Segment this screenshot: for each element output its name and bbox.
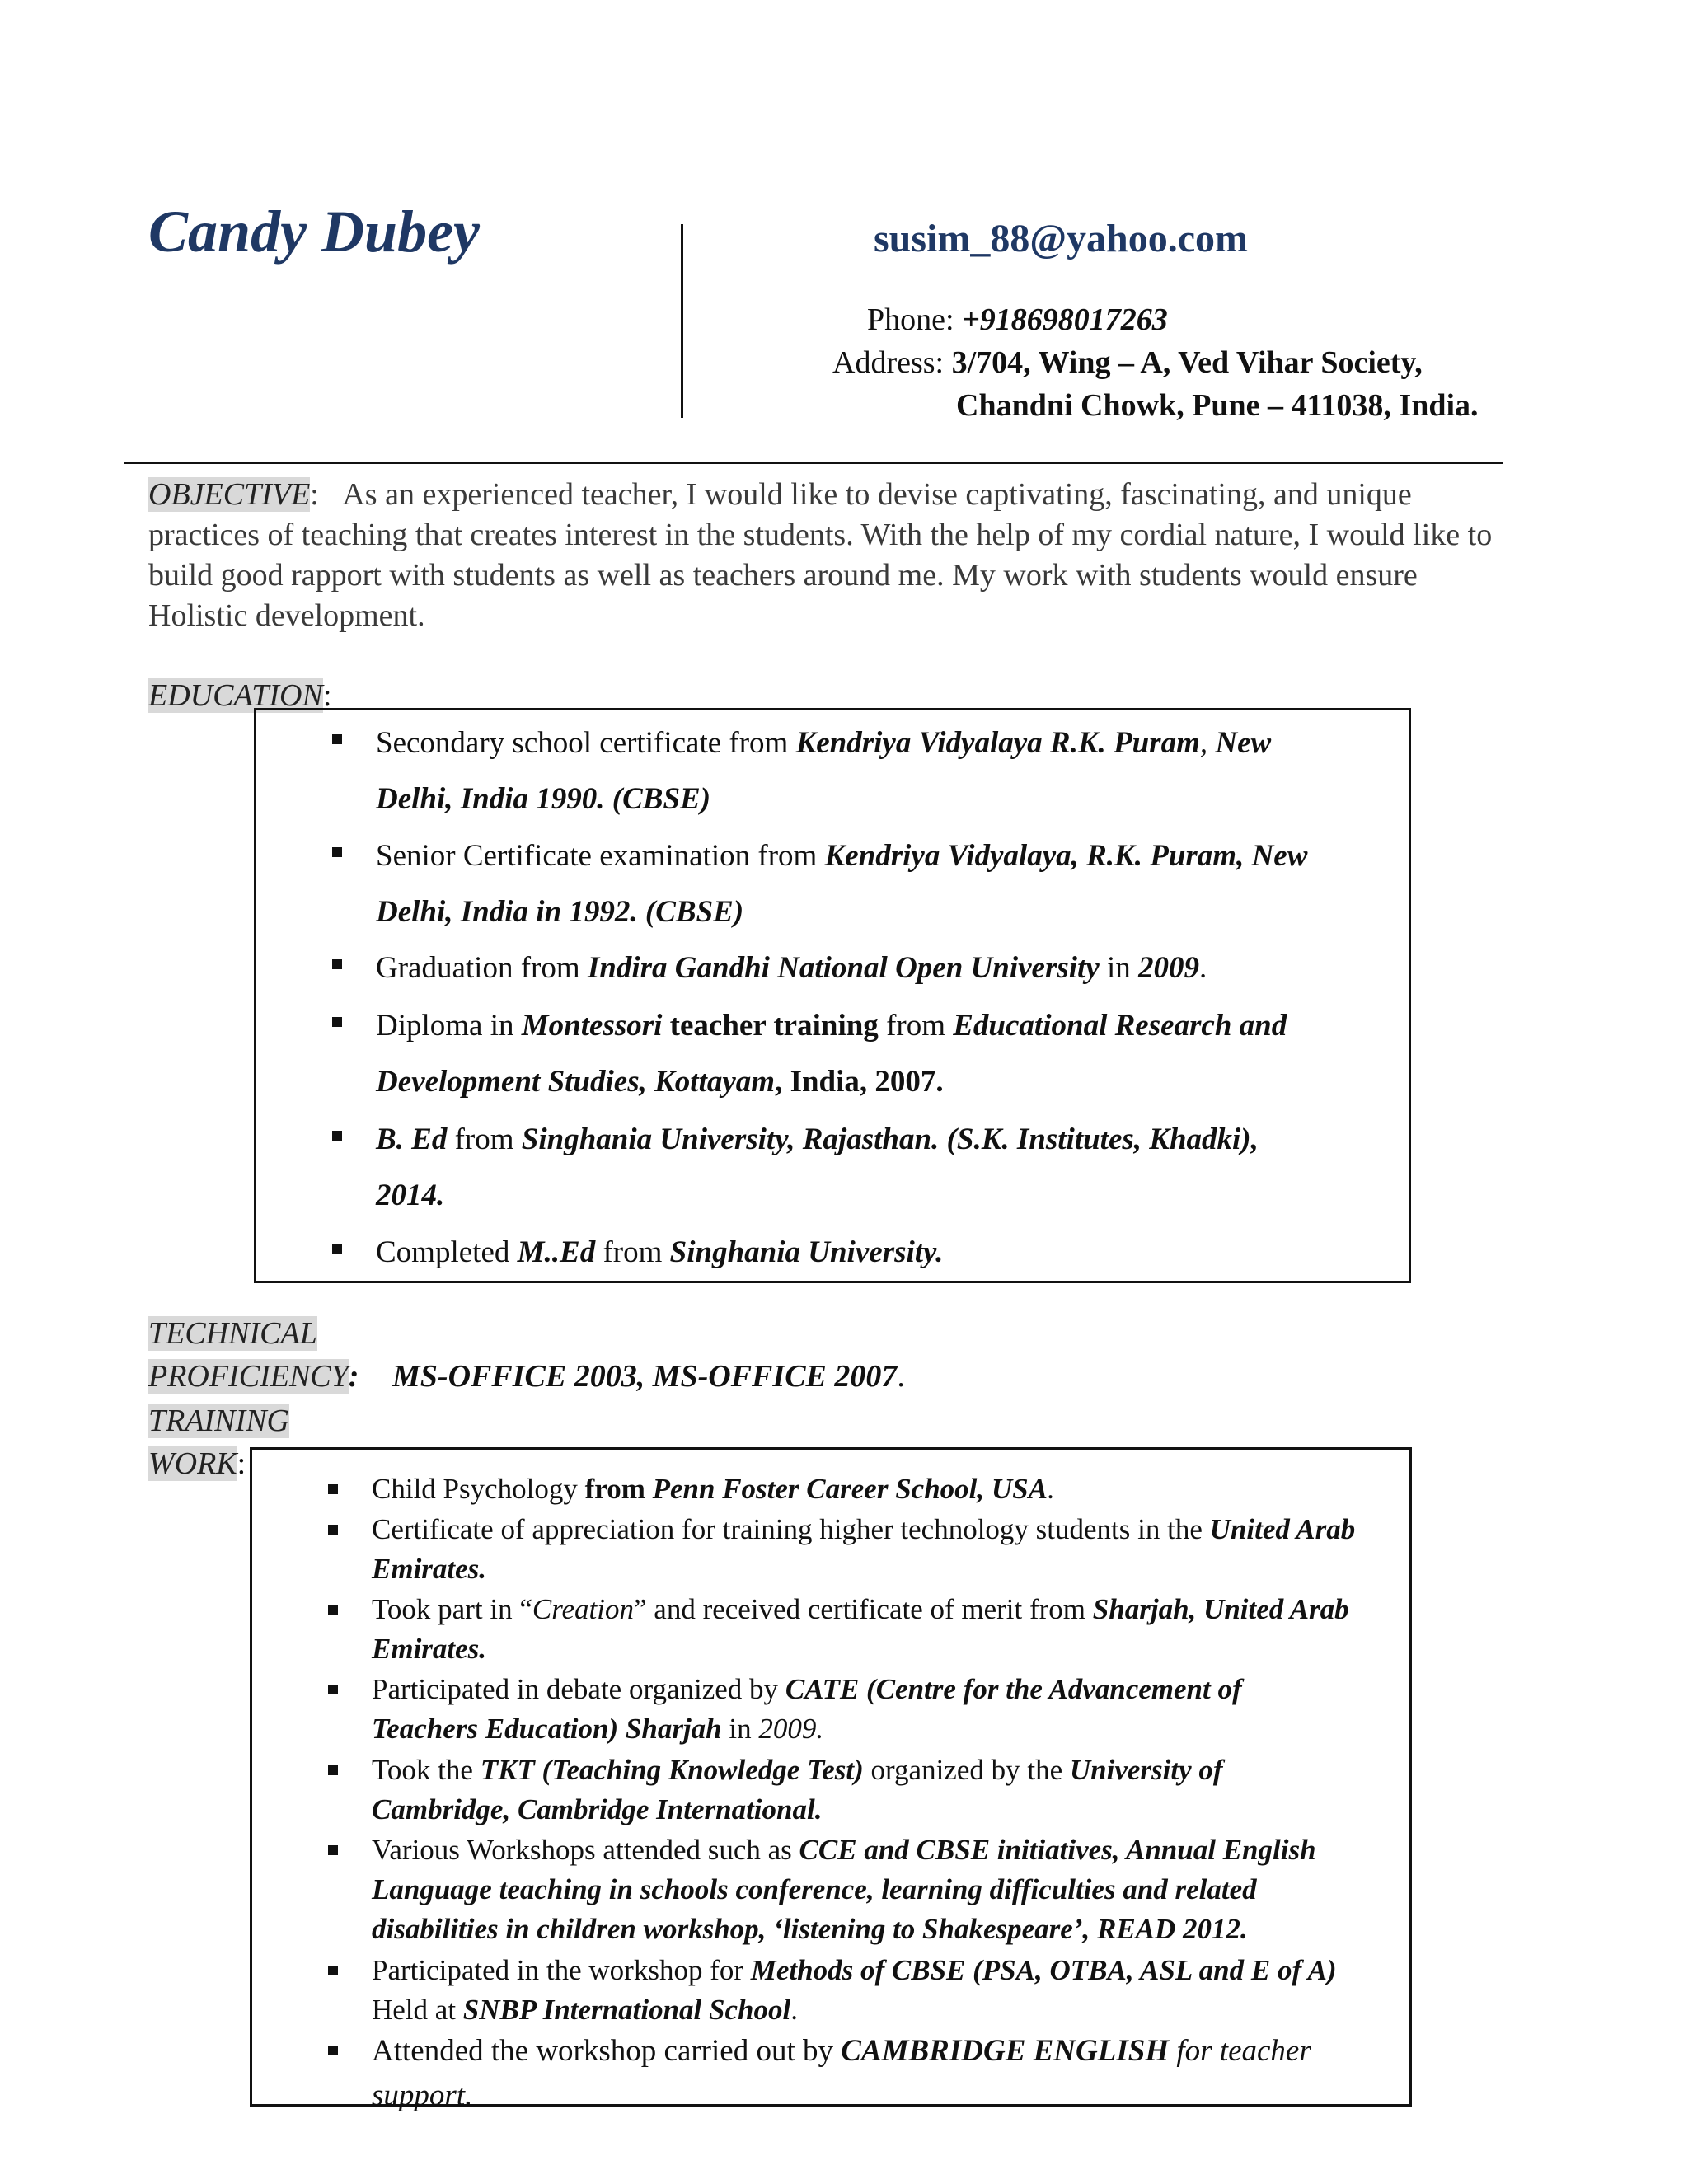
objective-text: As an experienced teacher, I would like to devise captivating, fascinating, and unique practices of teaching that creates interest in the students. With the help of my cordial nature, I would like to build good rapport with students as well as teachers around me. My work with students would ensure Holistic development. bbox=[148, 477, 1493, 633]
edu-institution: Kendriya Vidyalaya, R.K. Puram, New bbox=[824, 839, 1308, 873]
bullet-icon bbox=[328, 1966, 338, 1975]
train-organizer: CAMBRIDGE ENGLISH bbox=[841, 2034, 1170, 2068]
train-text: Certificate of appreciation for training higher technology students in the bbox=[372, 1513, 1210, 1545]
edu-text: Senior Certificate examination from bbox=[376, 839, 825, 873]
edu-institution: Indira Gandhi National Open University bbox=[587, 951, 1100, 985]
edu-degree: M..Ed bbox=[517, 1235, 596, 1269]
edu-text: . bbox=[1199, 951, 1207, 985]
phone-line bbox=[867, 302, 1168, 338]
train-text: Took part in “ bbox=[372, 1593, 532, 1625]
bullet-icon bbox=[332, 1244, 342, 1254]
edu-text: Secondary school certificate from bbox=[376, 726, 796, 760]
bullet-icon bbox=[332, 847, 342, 857]
bullet-icon bbox=[328, 1605, 338, 1615]
education-item bbox=[376, 940, 1398, 996]
train-text: Various Workshops attended such as bbox=[372, 1834, 799, 1866]
address-line-1 bbox=[832, 344, 1423, 381]
train-text: support. bbox=[372, 2079, 473, 2112]
edu-detail: Delhi, India 1990. (CBSE) bbox=[376, 782, 711, 816]
edu-detail: , India, 2007. bbox=[775, 1065, 944, 1099]
education-item bbox=[376, 998, 1398, 1110]
edu-institution: Educational Research and bbox=[953, 1009, 1287, 1043]
edu-text: Completed bbox=[376, 1235, 518, 1269]
edu-year: 2014. bbox=[376, 1179, 445, 1212]
edu-institution: Development Studies, Kottayam bbox=[376, 1065, 776, 1099]
train-workshops: Language teaching in schools conference, learning difficulties and related bbox=[372, 1873, 1257, 1905]
training-colon: : bbox=[237, 1446, 246, 1481]
objective-label: OBJECTIVE bbox=[148, 477, 311, 512]
train-methods: Methods of CBSE (PSA, OTBA, ASL and E of A) bbox=[750, 1954, 1337, 1986]
technical-label: TECHNICAL bbox=[148, 1316, 317, 1351]
train-place: Sharjah, United Arab bbox=[1092, 1593, 1349, 1625]
edu-sep: , bbox=[1199, 726, 1216, 760]
edu-detail: Delhi, India in 1992. (CBSE) bbox=[376, 895, 744, 929]
train-text: Attended the workshop carried out by bbox=[372, 2034, 842, 2068]
edu-text: Graduation from bbox=[376, 951, 588, 985]
technical-heading-line-2 bbox=[148, 1358, 359, 1394]
train-organizer: Teachers Education) Sharjah bbox=[372, 1713, 722, 1745]
edu-text: in bbox=[1099, 951, 1139, 985]
candidate-name: Candy Dubey bbox=[148, 199, 480, 265]
bullet-icon bbox=[332, 959, 342, 969]
train-place: United Arab bbox=[1209, 1513, 1356, 1545]
email-address: susim_88@yahoo.com bbox=[874, 217, 1249, 260]
education-item bbox=[376, 828, 1398, 940]
edu-text: from bbox=[447, 1122, 522, 1156]
bullet-icon bbox=[328, 2046, 338, 2055]
training-label: TRAINING bbox=[148, 1404, 289, 1438]
education-label: EDUCATION bbox=[148, 678, 323, 713]
address-line-2: Chandni Chowk, Pune – 411038, India. bbox=[956, 388, 1479, 423]
education-item bbox=[376, 1225, 1398, 1281]
train-organizer: University of bbox=[1069, 1754, 1223, 1786]
edu-text: from bbox=[878, 1009, 954, 1043]
train-text: for teacher bbox=[1169, 2034, 1311, 2068]
technical-skills: MS-OFFICE 2003, MS-OFFICE 2007 bbox=[392, 1359, 898, 1394]
training-item bbox=[372, 1510, 1398, 1589]
training-box bbox=[250, 1447, 1412, 2112]
train-text: in bbox=[721, 1713, 759, 1745]
training-item bbox=[372, 1590, 1398, 1669]
train-text: Held at bbox=[372, 1994, 463, 2026]
phone-value: +918698017263 bbox=[962, 302, 1168, 337]
train-place: Emirates. bbox=[372, 1553, 487, 1585]
education-item bbox=[376, 1112, 1398, 1224]
training-item bbox=[372, 1750, 1398, 1830]
bullet-icon bbox=[332, 1131, 342, 1141]
training-item bbox=[372, 1469, 1398, 1509]
objective-section bbox=[148, 475, 1500, 636]
train-text: . bbox=[1047, 1473, 1055, 1505]
technical-heading-line-1 bbox=[148, 1315, 317, 1352]
edu-course: teacher training bbox=[662, 1009, 879, 1043]
training-item bbox=[372, 2029, 1398, 2118]
train-text: Took the bbox=[372, 1754, 481, 1786]
header-vertical-divider bbox=[681, 224, 683, 418]
train-event: Creation bbox=[532, 1593, 635, 1625]
bullet-icon bbox=[328, 1525, 338, 1535]
bullet-icon bbox=[332, 734, 342, 744]
train-text: Child Psychology bbox=[372, 1473, 585, 1505]
technical-colon: : bbox=[348, 1359, 359, 1394]
training-item bbox=[372, 1670, 1398, 1749]
objective-colon: : bbox=[310, 477, 319, 512]
train-school: SNBP International School bbox=[462, 1994, 791, 2026]
edu-institution: Kendriya Vidyalaya R.K. Puram bbox=[795, 726, 1200, 760]
edu-location: New bbox=[1215, 726, 1272, 760]
training-item bbox=[372, 1830, 1398, 1949]
work-label: WORK bbox=[148, 1446, 237, 1481]
edu-subject: Montessori bbox=[521, 1009, 663, 1043]
proficiency-label: PROFICIENCY bbox=[148, 1359, 349, 1394]
train-organizer: CATE (Centre for the Advancement of bbox=[785, 1673, 1242, 1705]
train-workshops: disabilities in children workshop, ‘listening to Shakespeare’, READ 2012. bbox=[372, 1913, 1248, 1945]
education-colon: : bbox=[322, 678, 332, 713]
education-item bbox=[376, 715, 1398, 827]
train-text: . bbox=[790, 1994, 798, 2026]
bullet-icon bbox=[332, 1017, 342, 1027]
edu-text: Diploma in bbox=[376, 1009, 522, 1043]
train-text: organized by the bbox=[863, 1754, 1070, 1786]
edu-degree: B. Ed bbox=[376, 1122, 448, 1156]
train-institution: Penn Foster Career School, USA bbox=[652, 1473, 1048, 1505]
bullet-icon bbox=[328, 1685, 338, 1694]
edu-institution: Singhania University. bbox=[669, 1235, 944, 1269]
train-place: Emirates. bbox=[372, 1633, 487, 1665]
training-item bbox=[372, 1951, 1398, 2030]
technical-value bbox=[392, 1358, 905, 1394]
train-text: from bbox=[584, 1473, 653, 1505]
address-label: Address: bbox=[832, 345, 945, 380]
train-text: ” and received certificate of merit from bbox=[634, 1593, 1093, 1625]
train-test: TKT (Teaching Knowledge Test) bbox=[480, 1754, 864, 1786]
train-text: Participated in debate organized by bbox=[372, 1673, 785, 1705]
bullet-icon bbox=[328, 1484, 338, 1494]
training-heading-line-2 bbox=[148, 1446, 246, 1482]
edu-institution: Singhania University, Rajasthan. (S.K. Institutes, Khadki), bbox=[521, 1122, 1259, 1156]
train-text: Participated in the workshop for bbox=[372, 1954, 751, 1986]
train-workshops: CCE and CBSE initiatives, Annual English bbox=[799, 1834, 1316, 1866]
edu-year: 2009 bbox=[1138, 951, 1200, 985]
address-line-1-text: 3/704, Wing – A, Ved Vihar Society, bbox=[951, 345, 1423, 380]
technical-end: . bbox=[897, 1359, 905, 1394]
header-horizontal-rule bbox=[124, 462, 1503, 464]
training-heading-line-1 bbox=[148, 1403, 289, 1439]
train-organizer: Cambridge, Cambridge International. bbox=[372, 1793, 823, 1825]
edu-text: from bbox=[595, 1235, 670, 1269]
phone-label: Phone: bbox=[867, 302, 954, 337]
education-box bbox=[254, 708, 1411, 1283]
bullet-icon bbox=[328, 1765, 338, 1775]
bullet-icon bbox=[328, 1845, 338, 1855]
train-year: 2009. bbox=[758, 1713, 824, 1745]
